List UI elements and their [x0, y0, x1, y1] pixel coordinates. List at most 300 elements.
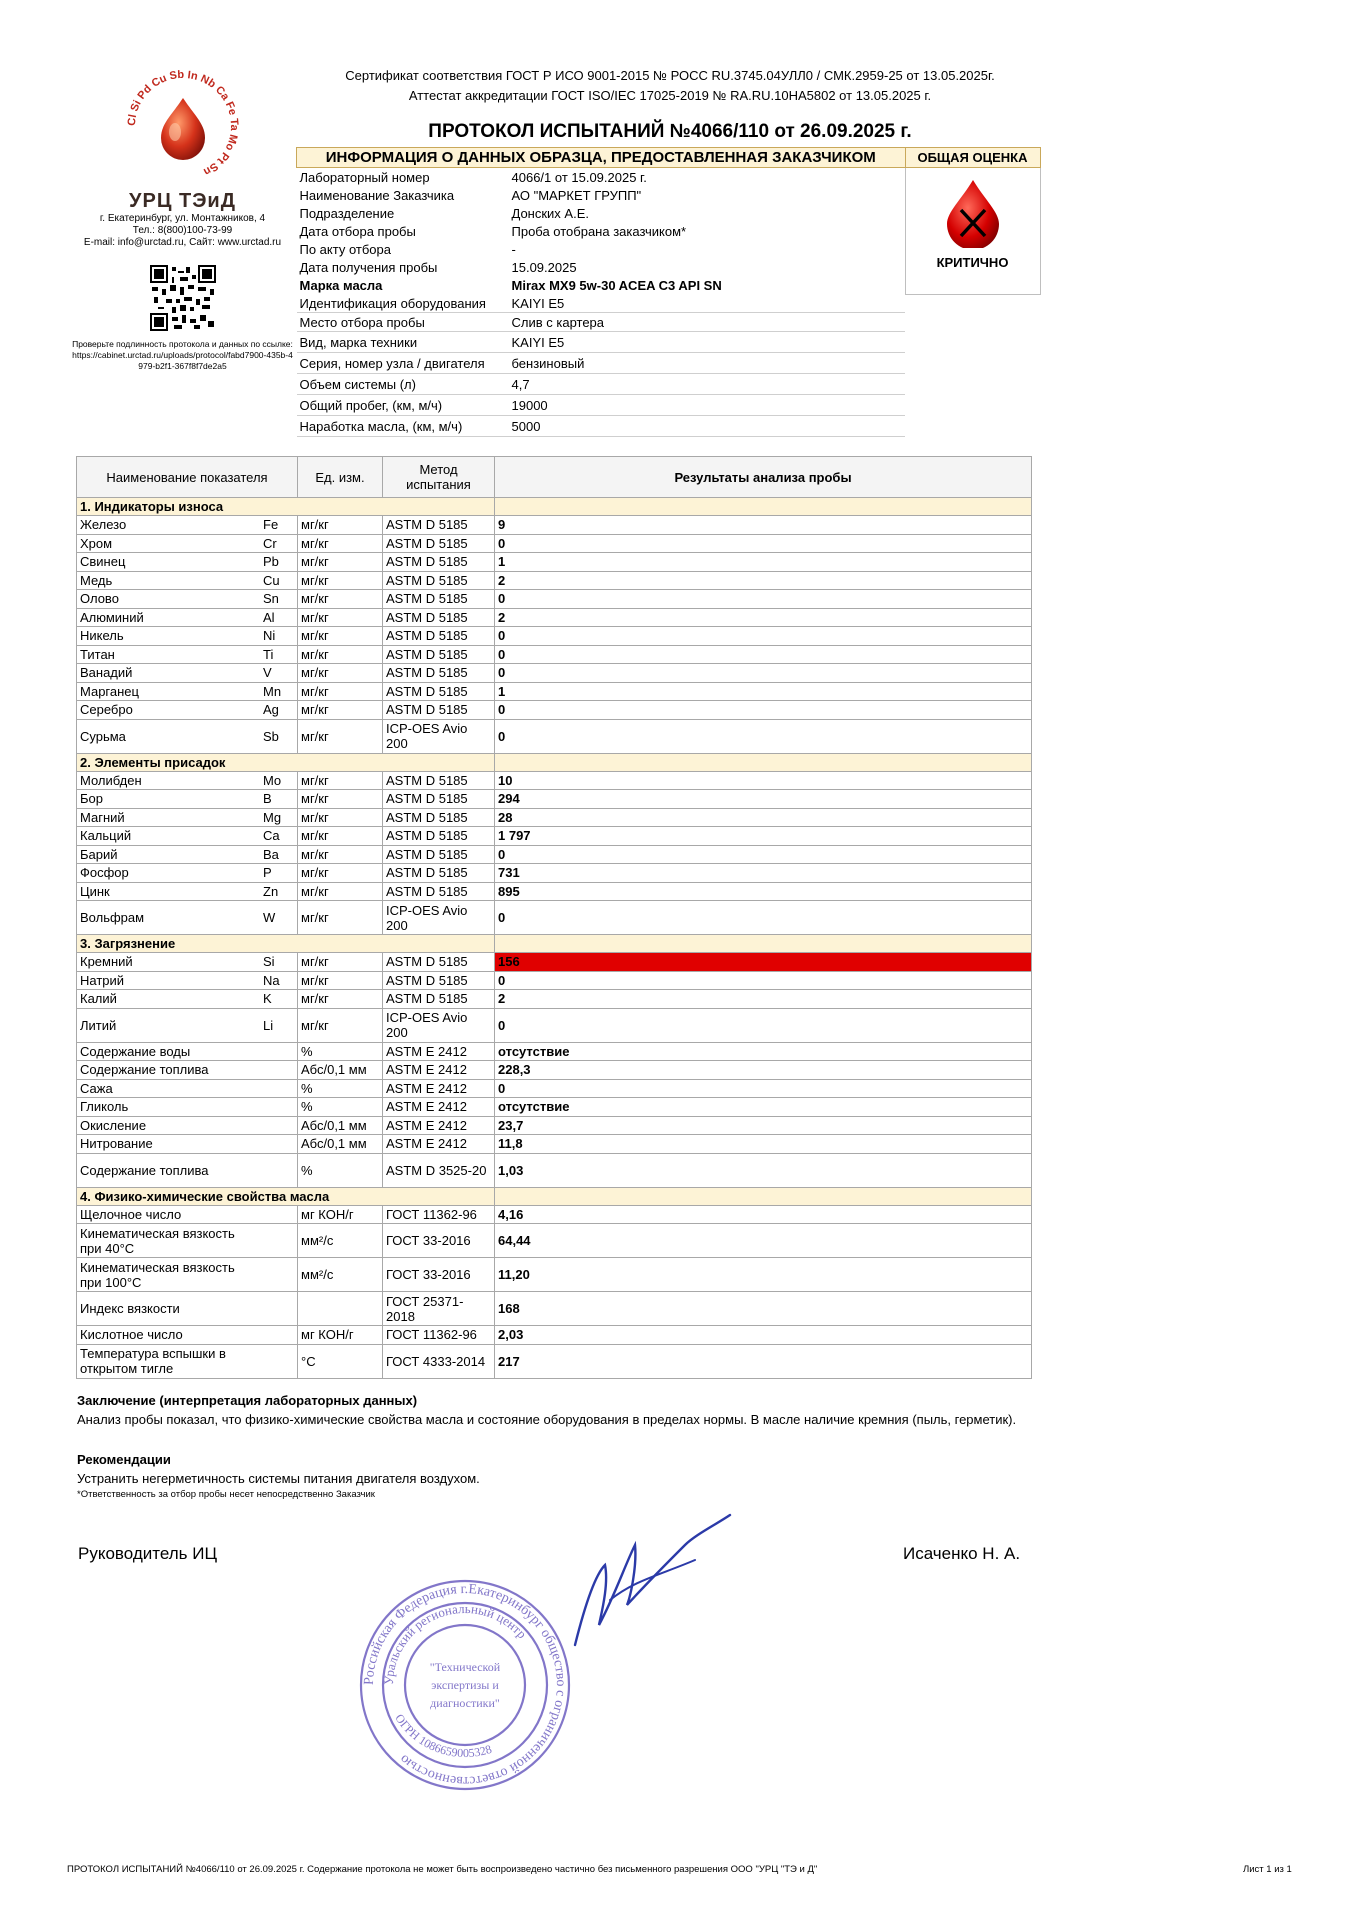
company-email: E-mail: info@urctad.ru, Сайт: www.urctad.ru: [83, 237, 282, 248]
test-method: ASTM D 5185: [383, 808, 495, 827]
test-method: ASTM D 5185: [383, 627, 495, 646]
parameter-name: Нитрование: [77, 1135, 261, 1154]
info-label: По акту отбора: [299, 241, 391, 257]
test-method: ASTM E 2412: [383, 1135, 495, 1154]
test-method: ASTM D 5185: [383, 516, 495, 535]
result-value: 23,7: [495, 1116, 1032, 1135]
info-label: Объем системы (л): [297, 374, 509, 395]
recommendations-title: Рекомендации: [77, 1452, 171, 1467]
section-blank: [495, 753, 1032, 771]
result-value: 9: [495, 516, 1032, 535]
info-blank-cell: [905, 294, 1040, 437]
unit: мг/кг: [298, 590, 383, 609]
parameter-name: Олово: [77, 590, 261, 609]
company-logo: [123, 66, 243, 186]
parameter-name: Никель: [77, 627, 261, 646]
parameter-name: Кальций: [77, 827, 261, 846]
verify-text: Проверьте подлинность протокола и данных по ссылке:: [72, 339, 293, 349]
parameter-name: Содержание воды: [77, 1042, 261, 1061]
unit: %: [298, 1042, 383, 1061]
result-value: 2: [495, 608, 1032, 627]
result-value: 0: [495, 701, 1032, 720]
test-method: ASTM E 2412: [383, 1061, 495, 1080]
unit: мг/кг: [298, 882, 383, 901]
test-method: ГОСТ 25371-2018: [383, 1292, 495, 1326]
element-symbol: [260, 1344, 298, 1378]
result-row: [77, 590, 1032, 609]
parameter-name: Калий: [77, 990, 261, 1009]
section-row: [77, 1187, 1032, 1205]
test-method: ICP-OES Avio 200: [383, 1008, 495, 1042]
result-row: [77, 608, 1032, 627]
parameter-name: Гликоль: [77, 1098, 261, 1117]
test-method: ICP-OES Avio 200: [383, 719, 495, 753]
overall-assessment-cell: [905, 168, 1040, 295]
info-value: АО "МАРКЕТ ГРУПП": [511, 187, 642, 203]
result-row: [77, 1116, 1032, 1135]
result-value: 731: [495, 864, 1032, 883]
document-title: ПРОТОКОЛ ИСПЫТАНИЙ №4066/110 от 26.09.2025 г.: [428, 121, 912, 142]
info-label: Место отбора пробы: [297, 313, 509, 332]
info-value: Проба отобрана заказчиком*: [511, 223, 687, 239]
element-symbol: Na: [260, 971, 298, 990]
unit: мг/кг: [298, 771, 383, 790]
info-value: бензиновый: [509, 353, 906, 374]
info-label: Серия, номер узла / двигателя: [297, 353, 509, 374]
element-symbol: Ag: [260, 701, 298, 720]
unit: мг/кг: [298, 953, 383, 972]
overall-verdict: КРИТИЧНО: [936, 255, 1009, 270]
result-row: [77, 1008, 1032, 1042]
result-value: 156: [495, 953, 1032, 972]
unit: мг/кг: [298, 990, 383, 1009]
result-row: [77, 1042, 1032, 1061]
result-row: [77, 1292, 1032, 1326]
stamp-outer-text: Российская Федерация г.Екатеринбург общество с ограниченной ответственностью: [361, 1581, 569, 1789]
unit: Абс/0,1 мм: [298, 1135, 383, 1154]
parameter-name: Марганец: [77, 682, 261, 701]
element-symbol: B: [260, 790, 298, 809]
test-method: ICP-OES Avio 200: [383, 901, 495, 935]
info-value: 19000: [509, 395, 906, 416]
unit: мг/кг: [298, 864, 383, 883]
result-row: [77, 1205, 1032, 1224]
element-symbol: Mg: [260, 808, 298, 827]
unit: мг/кг: [298, 719, 383, 753]
unit: мг/кг: [298, 608, 383, 627]
info-label: Подразделение: [299, 205, 395, 221]
overall-heading: ОБЩАЯ ОЦЕНКА: [905, 148, 1040, 168]
official-stamp: [355, 1575, 575, 1800]
result-row: [77, 1224, 1032, 1258]
section-blank: [495, 1187, 1032, 1205]
element-symbol: [260, 1292, 298, 1326]
test-method: ASTM D 5185: [383, 827, 495, 846]
result-row: [77, 534, 1032, 553]
section-title: 3. Загрязнение: [77, 935, 495, 953]
parameter-name: Окисление: [77, 1116, 261, 1135]
certificate-info: [300, 66, 1040, 106]
test-method: ASTM D 5185: [383, 682, 495, 701]
parameter-name: Литий: [77, 1008, 261, 1042]
element-symbol: K: [260, 990, 298, 1009]
element-symbol: P: [260, 864, 298, 883]
info-value: Mirax MX9 5w-30 ACEA C3 API SN: [511, 277, 722, 293]
test-method: ASTM D 5185: [383, 971, 495, 990]
info-label: Лабораторный номер: [299, 169, 430, 185]
result-row: [77, 1061, 1032, 1080]
element-symbol: [260, 1079, 298, 1098]
element-symbol: [260, 1116, 298, 1135]
certificate-line: Сертификат соответствия ГОСТ Р ИСО 9001-2015 № РОСС RU.3745.04УЛЛ0 / СМК.2959-25 от 13.05.2025г.: [345, 68, 995, 83]
test-method: ASTM D 5185: [383, 553, 495, 572]
info-heading: ИНФОРМАЦИЯ О ДАННЫХ ОБРАЗЦА, ПРЕДОСТАВЛЕННАЯ ЗАКАЗЧИКОМ: [297, 148, 906, 168]
test-method: ГОСТ 4333-2014: [383, 1344, 495, 1378]
unit: мг/кг: [298, 664, 383, 683]
element-symbol: Mo: [260, 771, 298, 790]
parameter-name: Хром: [77, 534, 261, 553]
test-method: ГОСТ 33-2016: [383, 1258, 495, 1292]
unit: мг/кг: [298, 682, 383, 701]
stamp-ring-text: Уральский региональный центр: [380, 1600, 530, 1686]
test-method: ASTM D 5185: [383, 571, 495, 590]
result-row: [77, 882, 1032, 901]
parameter-name: Натрий: [77, 971, 261, 990]
parameter-name: Ванадий: [77, 664, 261, 683]
unit: мг/кг: [298, 571, 383, 590]
accreditation-line: Аттестат аккредитации ГОСТ ISO/IEC 17025-2019 № RA.RU.10НА5802 от 13.05.2025 г.: [408, 88, 932, 103]
element-symbol: Al: [260, 608, 298, 627]
info-value: KAIYI E5: [509, 332, 906, 353]
company-logo-block: [70, 66, 295, 372]
parameter-name: Барий: [77, 845, 261, 864]
stamp-ogrn: ОГРН 1086659005328: [392, 1711, 494, 1761]
test-method: ASTM D 5185: [383, 645, 495, 664]
element-symbol: Fe: [260, 516, 298, 535]
parameter-name: Магний: [77, 808, 261, 827]
element-symbol: [260, 1135, 298, 1154]
signatory-position: Руководитель ИЦ: [78, 1544, 218, 1563]
result-value: 64,44: [495, 1224, 1032, 1258]
element-symbol: [260, 1224, 298, 1258]
unit: мг/кг: [298, 701, 383, 720]
info-value: 5000: [509, 416, 906, 437]
test-method: ASTM D 5185: [383, 534, 495, 553]
col-header-name: Наименование показателя: [77, 457, 298, 498]
element-symbol: Si: [260, 953, 298, 972]
result-value: 1: [495, 682, 1032, 701]
element-symbol: Sn: [260, 590, 298, 609]
result-row: [77, 645, 1032, 664]
section-title: 4. Физико-химические свойства масла: [77, 1187, 495, 1205]
result-row: [77, 627, 1032, 646]
parameter-name: Молибден: [77, 771, 261, 790]
result-row: [77, 827, 1032, 846]
test-method: ASTM D 5185: [383, 864, 495, 883]
element-symbol: [260, 1258, 298, 1292]
element-symbol: Zn: [260, 882, 298, 901]
result-value: 1: [495, 553, 1032, 572]
result-value: 0: [495, 664, 1032, 683]
result-row: [77, 1098, 1032, 1117]
test-method: ASTM D 5185: [383, 608, 495, 627]
unit: мм²/с: [298, 1258, 383, 1292]
parameter-name: Кинематическая вязкость при 40°С: [77, 1224, 261, 1258]
info-label: Марка масла: [299, 277, 383, 293]
stamp-center-line: "Технической: [429, 1660, 501, 1674]
info-label: Идентификация оборудования: [297, 294, 509, 313]
info-label: Дата отбора пробы: [299, 223, 416, 239]
section-row: [77, 498, 1032, 516]
results-table: [76, 456, 1032, 1379]
test-method: ASTM E 2412: [383, 1098, 495, 1117]
element-symbol: Sb: [260, 719, 298, 753]
element-symbol: W: [260, 901, 298, 935]
result-value: 895: [495, 882, 1032, 901]
result-value: 0: [495, 534, 1032, 553]
unit: [298, 1292, 383, 1326]
element-symbol: [260, 1205, 298, 1224]
element-symbol: Pb: [260, 553, 298, 572]
unit: мг/кг: [298, 790, 383, 809]
result-row: [77, 682, 1032, 701]
element-symbol: Ba: [260, 845, 298, 864]
result-value: 1 797: [495, 827, 1032, 846]
test-method: ASTM D 5185: [383, 664, 495, 683]
company-address: г. Екатеринбург, ул. Монтажников, 4: [99, 213, 266, 224]
parameter-name: Свинец: [77, 553, 261, 572]
results-header-row: [77, 457, 1032, 498]
result-row: [77, 771, 1032, 790]
responsibility-note: *Ответственность за отбор пробы несет непосредственно Заказчик: [77, 1489, 375, 1500]
info-value: KAIYI E5: [509, 294, 906, 313]
unit: мг/кг: [298, 645, 383, 664]
result-value: отсутствие: [495, 1098, 1032, 1117]
result-row: [77, 719, 1032, 753]
parameter-name: Щелочное число: [77, 1205, 261, 1224]
parameter-name: Титан: [77, 645, 261, 664]
col-header-unit: Ед. изм.: [298, 457, 383, 498]
test-method: ASTM D 3525-20: [383, 1153, 495, 1187]
parameter-name: Медь: [77, 571, 261, 590]
result-row: [77, 553, 1032, 572]
result-value: 2,03: [495, 1326, 1032, 1345]
element-symbol: Li: [260, 1008, 298, 1042]
info-value: -: [511, 241, 516, 257]
result-row: [77, 901, 1032, 935]
company-name: УРЦ ТЭиД: [129, 190, 236, 212]
result-value: отсутствие: [495, 1042, 1032, 1061]
unit: Абс/0,1 мм: [298, 1116, 383, 1135]
result-row: [77, 1344, 1032, 1378]
parameter-name: Содержание топлива: [77, 1153, 261, 1187]
unit: мг/кг: [298, 627, 383, 646]
qr-code[interactable]: [150, 265, 216, 331]
info-value: Слив с картера: [509, 313, 906, 332]
result-value: 0: [495, 1079, 1032, 1098]
unit: °С: [298, 1344, 383, 1378]
element-symbol: Ti: [260, 645, 298, 664]
logo-ring-text: Cl Si Pd Cu Sb In Nb Ca Fe Ta Mo Pt Sn: [125, 68, 240, 178]
element-symbol: V: [260, 664, 298, 683]
parameter-name: Серебро: [77, 701, 261, 720]
result-row: [77, 571, 1032, 590]
unit: мг/кг: [298, 808, 383, 827]
unit: мг/кг: [298, 516, 383, 535]
info-row: [297, 294, 1041, 313]
page-number: Лист 1 из 1: [1243, 1864, 1292, 1875]
result-value: 10: [495, 771, 1032, 790]
test-method: ASTM D 5185: [383, 882, 495, 901]
result-value: 0: [495, 590, 1032, 609]
col-header-method: Метод испытания: [383, 457, 495, 498]
conclusion-title: Заключение (интерпретация лабораторных данных): [77, 1393, 418, 1408]
parameter-name: Алюминий: [77, 608, 261, 627]
unit: мг/кг: [298, 534, 383, 553]
unit: Абс/0,1 мм: [298, 1061, 383, 1080]
result-value: 4,16: [495, 1205, 1032, 1224]
result-value: 168: [495, 1292, 1032, 1326]
signatory-name: Исаченко Н. А.: [903, 1544, 1021, 1563]
test-method: ASTM D 5185: [383, 701, 495, 720]
result-value: 0: [495, 901, 1032, 935]
result-value: 28: [495, 808, 1032, 827]
result-value: 0: [495, 719, 1032, 753]
element-symbol: Cr: [260, 534, 298, 553]
info-label: Наименование Заказчика: [299, 187, 455, 203]
recommendations-text: Устранить негерметичность системы питания двигателя воздухом.: [77, 1471, 480, 1486]
unit: мг КОН/г: [298, 1205, 383, 1224]
element-symbol: Ca: [260, 827, 298, 846]
section-row: [77, 753, 1032, 771]
unit: мг/кг: [298, 553, 383, 572]
unit: мг/кг: [298, 1008, 383, 1042]
section-title: 2. Элементы присадок: [77, 753, 495, 771]
parameter-name: Кислотное число: [77, 1326, 261, 1345]
parameter-name: Содержание топлива: [77, 1061, 261, 1080]
result-row: [77, 516, 1032, 535]
handwritten-signature: [565, 1505, 735, 1660]
info-row: [297, 168, 1041, 187]
test-method: ASTM E 2412: [383, 1079, 495, 1098]
result-value: 228,3: [495, 1061, 1032, 1080]
result-value: 0: [495, 627, 1032, 646]
element-symbol: [260, 1042, 298, 1061]
test-method: ASTM D 5185: [383, 953, 495, 972]
test-method: ASTM D 5185: [383, 845, 495, 864]
result-value: 0: [495, 845, 1032, 864]
test-method: ASTM E 2412: [383, 1042, 495, 1061]
company-phone: Тел.: 8(800)100-73-99: [132, 225, 233, 236]
result-value: 294: [495, 790, 1032, 809]
info-header-row: [297, 148, 1041, 168]
result-value: 0: [495, 971, 1032, 990]
parameter-name: Сажа: [77, 1079, 261, 1098]
result-value: 11,20: [495, 1258, 1032, 1292]
parameter-name: Температура вспышки в открытом тигле: [77, 1344, 261, 1378]
parameter-name: Бор: [77, 790, 261, 809]
result-row: [77, 1258, 1032, 1292]
parameter-name: Вольфрам: [77, 901, 261, 935]
test-method: ASTM D 5185: [383, 771, 495, 790]
result-row: [77, 808, 1032, 827]
element-symbol: Mn: [260, 682, 298, 701]
parameter-name: Кинематическая вязкость при 100°С: [77, 1258, 261, 1292]
unit: мм²/с: [298, 1224, 383, 1258]
sample-info-table: [296, 147, 1041, 437]
unit: мг/кг: [298, 827, 383, 846]
result-row: [77, 864, 1032, 883]
test-method: ASTM D 5185: [383, 990, 495, 1009]
parameter-name: Кремний: [77, 953, 261, 972]
unit: %: [298, 1098, 383, 1117]
verify-link[interactable]: https://cabinet.urctad.ru/uploads/protocol/fabd7900-435b-4979-b2f1-367f8f7de2a5: [72, 350, 293, 371]
result-value: 2: [495, 990, 1032, 1009]
footer-text: ПРОТОКОЛ ИСПЫТАНИЙ №4066/110 от 26.09.2025 г. Содержание протокола не может быть воспроизведено частично без письменного разрешения ООО "УРЦ "ТЭ и Д": [67, 1864, 818, 1875]
result-row: [77, 1135, 1032, 1154]
test-method: ASTM D 5185: [383, 790, 495, 809]
stamp-center-line: диагностики": [430, 1696, 500, 1710]
test-method: ASTM E 2412: [383, 1116, 495, 1135]
critical-status-icon: [909, 178, 1037, 251]
info-label: Дата получения пробы: [299, 259, 438, 275]
info-label: Вид, марка техники: [297, 332, 509, 353]
unit: мг КОН/г: [298, 1326, 383, 1345]
parameter-name: Фосфор: [77, 864, 261, 883]
result-value: 217: [495, 1344, 1032, 1378]
element-symbol: Cu: [260, 571, 298, 590]
result-value: 0: [495, 1008, 1032, 1042]
unit: мг/кг: [298, 845, 383, 864]
test-method: ГОСТ 11362-96: [383, 1205, 495, 1224]
result-row: [77, 953, 1032, 972]
info-label: Общий пробег, (км, м/ч): [297, 395, 509, 416]
info-value: 4066/1 от 15.09.2025 г.: [511, 169, 647, 185]
parameter-name: Цинк: [77, 882, 261, 901]
unit: %: [298, 1153, 383, 1187]
test-method: ГОСТ 33-2016: [383, 1224, 495, 1258]
parameter-name: Индекс вязкости: [77, 1292, 261, 1326]
result-value: 11,8: [495, 1135, 1032, 1154]
unit: мг/кг: [298, 971, 383, 990]
result-value: 1,03: [495, 1153, 1032, 1187]
element-symbol: [260, 1061, 298, 1080]
result-row: [77, 701, 1032, 720]
parameter-name: Железо: [77, 516, 261, 535]
info-value: 4,7: [509, 374, 906, 395]
element-symbol: [260, 1153, 298, 1187]
info-label: Наработка масла, (км, м/ч): [297, 416, 509, 437]
stamp-center-line: экспертизы и: [431, 1678, 499, 1692]
result-row: [77, 664, 1032, 683]
element-symbol: [260, 1326, 298, 1345]
result-row: [77, 1326, 1032, 1345]
element-symbol: Ni: [260, 627, 298, 646]
section-title: 1. Индикаторы износа: [77, 498, 495, 516]
unit: %: [298, 1079, 383, 1098]
result-row: [77, 1079, 1032, 1098]
info-value: Донских А.Е.: [511, 205, 589, 221]
col-header-result: Результаты анализа пробы: [495, 457, 1032, 498]
test-method: ГОСТ 11362-96: [383, 1326, 495, 1345]
section-row: [77, 935, 1032, 953]
test-method: ASTM D 5185: [383, 590, 495, 609]
result-row: [77, 990, 1032, 1009]
section-blank: [495, 935, 1032, 953]
element-symbol: [260, 1098, 298, 1117]
result-row: [77, 1153, 1032, 1187]
result-value: 0: [495, 645, 1032, 664]
